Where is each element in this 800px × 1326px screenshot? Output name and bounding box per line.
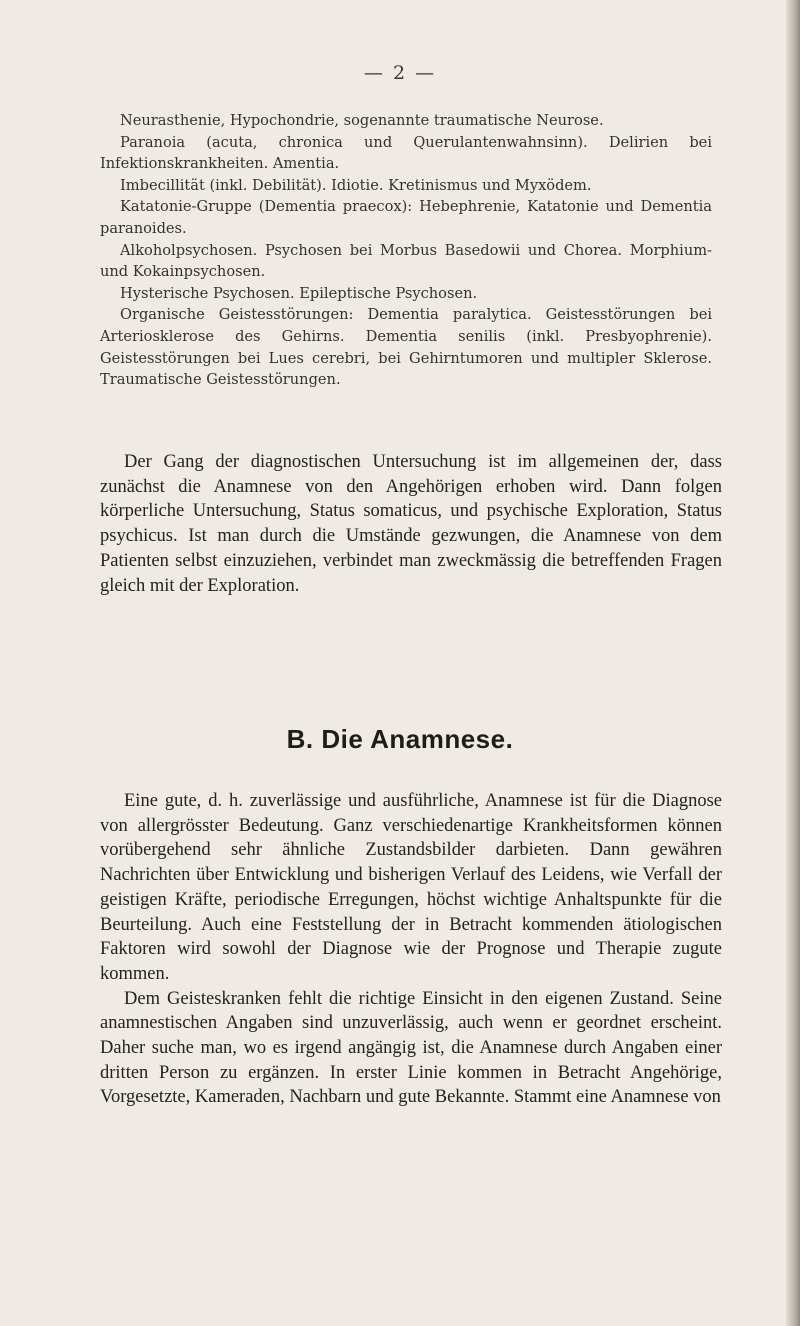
- list-item: Imbecillität (inkl. Debilität). Idiotie. Kretinismus und Myxödem.: [120, 176, 592, 194]
- list-item: Hysterische Psychosen. Epileptische Psychosen.: [120, 284, 478, 302]
- page-edge-shadow: [786, 0, 800, 1326]
- section-heading: B. Die Anamnese.: [286, 724, 514, 754]
- page-number: — 2 —: [363, 62, 437, 84]
- list-item: Alkoholpsychosen. Psychosen bei Morbus Basedowii und Chorea. Morphium- und Kokainpsychosen.: [100, 241, 712, 281]
- section-body: [100, 789, 722, 1110]
- list-item: Katatonie-Gruppe (Dementia praecox): Hebephrenie, Katatonie und Dementia paranoides.: [100, 198, 712, 237]
- list-item: Paranoia (acuta, chronica und Querulantenwahnsinn). Delirien bei Infektionskrankheiten. Amentia.: [100, 133, 712, 173]
- intro-text: [100, 450, 722, 598]
- section-paragraph: Dem Geisteskranken fehlt die richtige Einsicht in den eigenen Zustand. Seine anamnestischen Angaben sind unzuverlässig, auch wenn er geordnet erscheint. Daher suche man, wo es irgend angängig ist, die Anamnese durch Angaben einer dritten Person zu ergänzen. In erster Linie kommen in Betracht Angehörige, Vorgesetzte, Kameraden, Nachbarn und gute Bekannte. Stammt eine Anamnese von: [100, 988, 722, 1108]
- list-item: Organische Geistesstörungen: Dementia paralytica. Geistesstörungen bei Arteriosklerose des Gehirns. Dementia senilis (inkl. Presbyophrenie). Geistesstörungen bei Lues cerebri, bei Gehirntumoren und multipler Sklerose. Traumatische Geistesstörungen.: [100, 306, 712, 389]
- list-item: Neurasthenie, Hypochondrie, sogenannte traumatische Neurose.: [120, 112, 604, 129]
- classification-list: [100, 110, 712, 391]
- intro-paragraph: Der Gang der diagnostischen Untersuchung ist im allgemeinen der, dass zunächst die Anamnese von den Angehörigen erhoben wird. Dann folgen körperliche Untersuchung, Status somaticus, und psychische Exploration, Status psychicus. Ist man durch die Umstände gezwungen, die Anamnese von dem Patienten selbst einzuziehen, verbindet man zweckmässig die betreffenden Fragen gleich mit der Exploration.: [100, 452, 722, 596]
- section-paragraph: Eine gute, d. h. zuverlässige und ausführliche, Anamnese ist für die Diagnose von allergrösster Bedeutung. Ganz verschiedenartige Krankheitsformen können vorübergehend sehr ähnliche Zustandsbilder darbieten. Dann gewähren Nachrichten über Entwicklung und bisherigen Verlauf des Leidens, wie Verfall der geistigen Kräfte, periodische Erregungen, höchst wichtige Anhaltspunkte für die Beurteilung. Auch eine Feststellung der in Betracht kommenden ätiologischen Faktoren wird sowohl der Diagnose wie der Prognose und Therapie zugute kommen.: [100, 791, 722, 984]
